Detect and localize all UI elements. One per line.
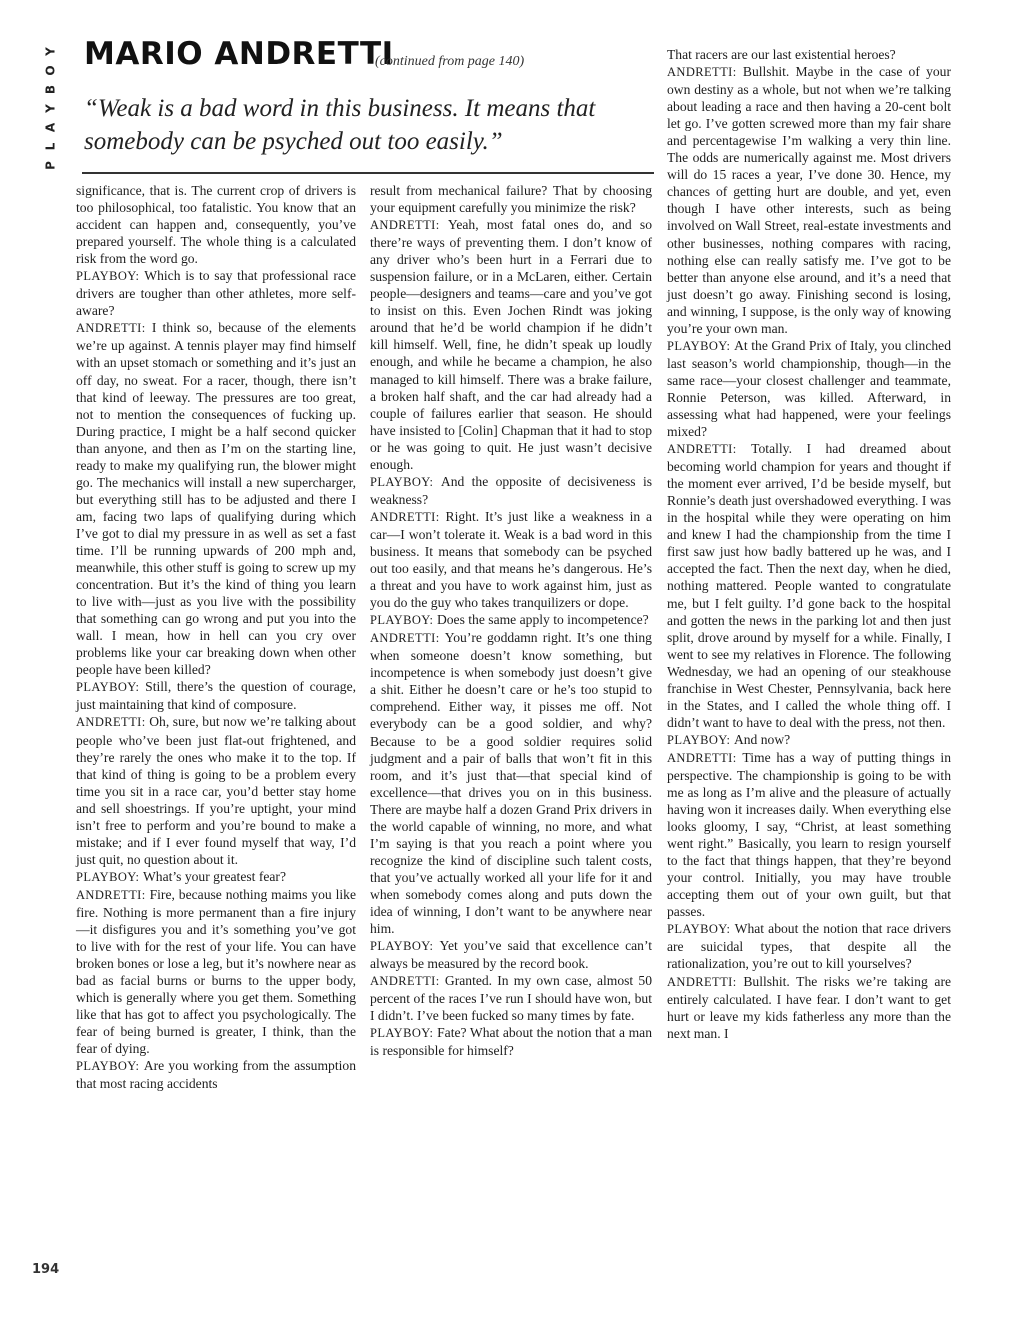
divider-rule [82, 172, 654, 174]
paragraph [76, 182, 356, 267]
paragraph [76, 886, 356, 1057]
speaker-label: PLAYBOY: [667, 338, 735, 353]
speaker-label: PLAYBOY: [370, 474, 441, 489]
paragraph-text: Time has a way of putting things in perspective. The championship is going to be with me as long as I’m alive and the pleasure of actually having won it increases daily. When everything else looks gloomy, I say, “Christ, at least something went right.” Basically, you learn to resign yourself to the fact that things happen, that they’re beyond your control. Initially, you may have trouble accepting them out of your own guilt, but that passes. [667, 749, 952, 920]
paragraph-text: Totally. I had dreamed about becoming world champion for years and thought if the moment ever arrived, I’d be beside myself, but Ronnie’s death just overshadowed everything. I was in the hospital while they were operating on him and knew I had the championship from the time I first saw just how badly battered up he was, and I accepted the fact. Then the next day, when he died, nothing mattered. People wanted to congratulate me, but I felt guilty. I’d gone back to the hospital and gotten the news in the parking lot and then just split, drove around by myself for a while. Finally, I went to see my relatives in Florence. The following Wednesday, we had an opening of our steakhouse franchise in West Chester, Pennsylvania, back here in the States, and I called the whole thing off. I didn’t want to have to deal with the press, not then. [667, 441, 951, 730]
speaker-label: ANDRETTI: [76, 887, 150, 902]
paragraph-text: Fate? What about the notion that a man is responsible for himself? [370, 1025, 653, 1059]
sidebar-letter: Y [43, 47, 58, 56]
paragraph-text: Bullshit. Maybe in the case of your own destiny as a whole, but not when we’re talking about leading a race and then having a 20-cent bolt let go. I’ve gotten screwed more than my fair share and percentagewise I’m walking a very thin line. The odds are numerically against me. Most drivers will do 15 races a year, I’ve done 30. Hence, my chances of getting hurt are double, and yet, even though I have other interests, such as being involved on Wall Street, real-estate investments and other businesses, nothing compares with racing, nothing else can really satisfy me. I’ve got to be better than anyone else around, and it’s a need that just doesn’t go away. Finishing second is losing, and winning, I suppose, is the only way of knowing you’re your own man. [667, 64, 951, 336]
paragraph [370, 473, 652, 508]
paragraph [76, 1057, 356, 1092]
paragraph [667, 731, 951, 749]
paragraph-text: Does the same apply to incompetence? [436, 612, 649, 628]
paragraph-text: Oh, sure, but now we’re talking about people who’ve been just flat-out frightened, and they’re rarely the ones who make it to the top. If that kind of thing is going to be a problem every time you sit in a race car, you’d better stay home and sell shoestrings. If you’re uptight, your mind isn’t free to perform and you’re bound to make a mistake; and if I ever found myself that way, I’d just quit, no question about it. [76, 714, 356, 867]
speaker-label: PLAYBOY: [76, 869, 143, 884]
paragraph-text: You’re goddamn right. It’s one thing when someone doesn’t know something, but incompetence is when somebody just doesn’t give a shit. Either he doesn’t care or he’s too stupid to comprehend. Either way, it pisses me off. Not everybody can be a good soldier, and why? Because to be a good soldier requires solid judgment and a pair of balls that won’t fit in this room, and it’s just that—that special kind of excellence—that drives you on in this business. There are maybe half a dozen Grand Prix drivers in the world capable of winning, no more, and what I’m saying is that you reach a point where you recognize the kind of discipline such talent costs, that you’ve actually worked all your life for it and when somebody comes along and puts down the idea of winning, I don’t want to be anywhere near him. [370, 630, 652, 937]
magazine-sidebar-logo [40, 42, 62, 175]
speaker-label: ANDRETTI: [76, 321, 152, 336]
paragraph [370, 216, 652, 473]
paragraph [667, 920, 951, 972]
speaker-label: PLAYBOY: [370, 939, 440, 954]
paragraph [667, 46, 951, 63]
paragraph-text: Still, there’s the question of courage, just maintaining that kind of composure. [76, 679, 356, 713]
text-column-2 [370, 182, 652, 1059]
paragraph-text: significance, that is. The current crop of drivers is too philosophical, too fatalistic. You know that an accident can happen and, consequently, you’ve prepared yourself. The whole thing is a calculated risk from the word go. [76, 183, 356, 267]
speaker-label: ANDRETTI: [667, 750, 743, 765]
speaker-label: ANDRETTI: [370, 974, 445, 989]
paragraph [370, 972, 652, 1024]
paragraph-text: result from mechanical failure? That by choosing your equipment carefully you minimize the risk? [370, 183, 652, 216]
speaker-label: PLAYBOY: [76, 1059, 144, 1074]
paragraph [667, 337, 951, 440]
paragraph-text: Yeah, most fatal ones do, and so there’re ways of preventing them. I don’t know of any driver who’s been hurt in a Ferrari due to suspension failure, or in a McLaren, either. Certain people—designers and teams—care and you’ve got to insist on this. Even Jochen Rindt was joking around that he’d be world champion if he didn’t kill himself. Well, fine, he didn’t speak up loudly enough, and while he became a champion, he also managed to kill himself. There was a brake failure, a broken half shaft, and the car had already had a couple of failures earlier that season. He should have insisted to [Colin] Chapman that it had to stop or he was going to quit. He just wasn’t decisive enough. [370, 217, 652, 472]
sidebar-letter: L [43, 142, 58, 151]
speaker-label: PLAYBOY: [370, 1026, 438, 1041]
article-title: MARIO ANDRETTI [84, 36, 394, 72]
paragraph [76, 267, 356, 319]
paragraph [76, 319, 356, 678]
sidebar-letter: O [43, 65, 58, 76]
paragraph-text: What’s your greatest fear? [142, 868, 286, 884]
paragraph-text: That racers are our last existential heroes? [667, 47, 896, 62]
speaker-label: ANDRETTI: [370, 631, 445, 646]
speaker-label: PLAYBOY: [667, 922, 735, 937]
speaker-label: PLAYBOY: [76, 269, 145, 284]
paragraph-text: And the opposite of decisiveness is weakness? [370, 473, 653, 507]
paragraph [370, 629, 652, 937]
speaker-label: PLAYBOY: [76, 680, 146, 695]
paragraph [370, 182, 652, 216]
paragraph-text: I think so, because of the elements we’re up against. A tennis player may find himself with an upset stomach or something and it’s just an off day, no sweat. For a racer, though, there isn’t that kind of leeway. The pressures are too great, not to mention the consequences of fucking up. During practice, I might be a half second quicker than anyone, and then as I’m on the starting line, ready to make my qualifying run, the blower might go. The mechanics will install a new supercharger, but everything still has to be adjusted and there I am, facing two laps of qualifying during which I’ve got to dial my pressure in as well as set a fast time. I’ll be running upwards of 200 mph and, meanwhile, this other stuff is going to screw up my concentration. But it’s the kind of thing you learn to live with—just as you live with the possibility that something can go wrong and put you into the wall. I mean, how in hell can you cry over problems like your car breaking down when other people have been killed? [76, 320, 356, 678]
speaker-label: ANDRETTI: [667, 65, 743, 80]
paragraph [370, 1024, 652, 1059]
speaker-label: PLAYBOY: [370, 613, 437, 628]
paragraph [76, 678, 356, 713]
paragraph-text: Which is to say that professional race drivers are tougher than other athletes, more self-aware? [76, 268, 357, 319]
paragraph [667, 749, 951, 920]
sidebar-letter: P [43, 161, 58, 170]
speaker-label: ANDRETTI: [370, 218, 448, 233]
sidebar-letter: B [43, 84, 58, 95]
pull-quote: “Weak is a bad word in this business. It means that somebody can be psyched out too easily.” [84, 95, 596, 155]
page-number: 194 [32, 1262, 60, 1277]
paragraph [370, 611, 652, 629]
paragraph [370, 508, 652, 611]
sidebar-letter: Y [43, 104, 58, 113]
paragraph-text: Right. It’s just like a weakness in a car—I won’t tolerate it. Weak is a bad word in this business. It means that somebody can be psyched out too easily, and that means he’s dangerous. He’s a threat and you have to work against him, just as you do the guy who takes tranquilizers or dope. [370, 508, 652, 611]
paragraph [76, 868, 356, 886]
paragraph-text: And now? [733, 731, 791, 747]
paragraph-text: Are you working from the assumption that most racing accidents [76, 1058, 357, 1092]
sidebar-letter: A [43, 122, 58, 133]
speaker-label: ANDRETTI: [76, 715, 150, 730]
paragraph-text: Granted. In my own case, almost 50 percent of the races I’ve run I should have won, but I didn’t. I’ve been fucked so many times by fate. [370, 973, 652, 1024]
paragraph [667, 973, 951, 1042]
paragraph-text: What about the notion that race drivers are suicidal types, that despite all the rationalization, you’re out to kill yourselves? [667, 921, 951, 972]
paragraph-text: At the Grand Prix of Italy, you clinched last season’s world championship, though—in the same race—your closest challenger and teammate, Ronnie Peterson, was killed. Afterward, in assessing what had happened, were your feelings mixed? [667, 337, 951, 440]
speaker-label: ANDRETTI: [667, 442, 752, 457]
speaker-label: PLAYBOY: [667, 732, 734, 747]
paragraph-text: Bullshit. The risks we’re taking are entirely calculated. I have fear. I don’t want to get hurt or leave my kids fatherless any more than the next man. I [667, 973, 952, 1041]
paragraph [667, 63, 951, 337]
text-column-1 [76, 182, 356, 1092]
paragraph-text: Fire, because nothing maims you like fire. Nothing is more permanent than a fire injury—it disfigures you and it’s something you’ve got to live with for the rest of your life. You can have broken bones or lose a leg, but it’s nowhere near as bad as facial burns or burns to the upper body, which is generally where you get them. Something like that has got to affect you psychologically. The fear of being burned is greater, I think, than the fear of dying. [76, 886, 356, 1057]
text-column-3 [667, 46, 951, 1042]
paragraph [76, 713, 356, 867]
continued-note: (continued from page 140) [375, 54, 525, 69]
paragraph [667, 440, 951, 731]
speaker-label: ANDRETTI: [370, 509, 446, 524]
paragraph [370, 937, 652, 972]
paragraph-text: Yet you’ve said that excellence can’t always be measured by the record book. [370, 938, 653, 972]
speaker-label: ANDRETTI: [667, 974, 744, 989]
